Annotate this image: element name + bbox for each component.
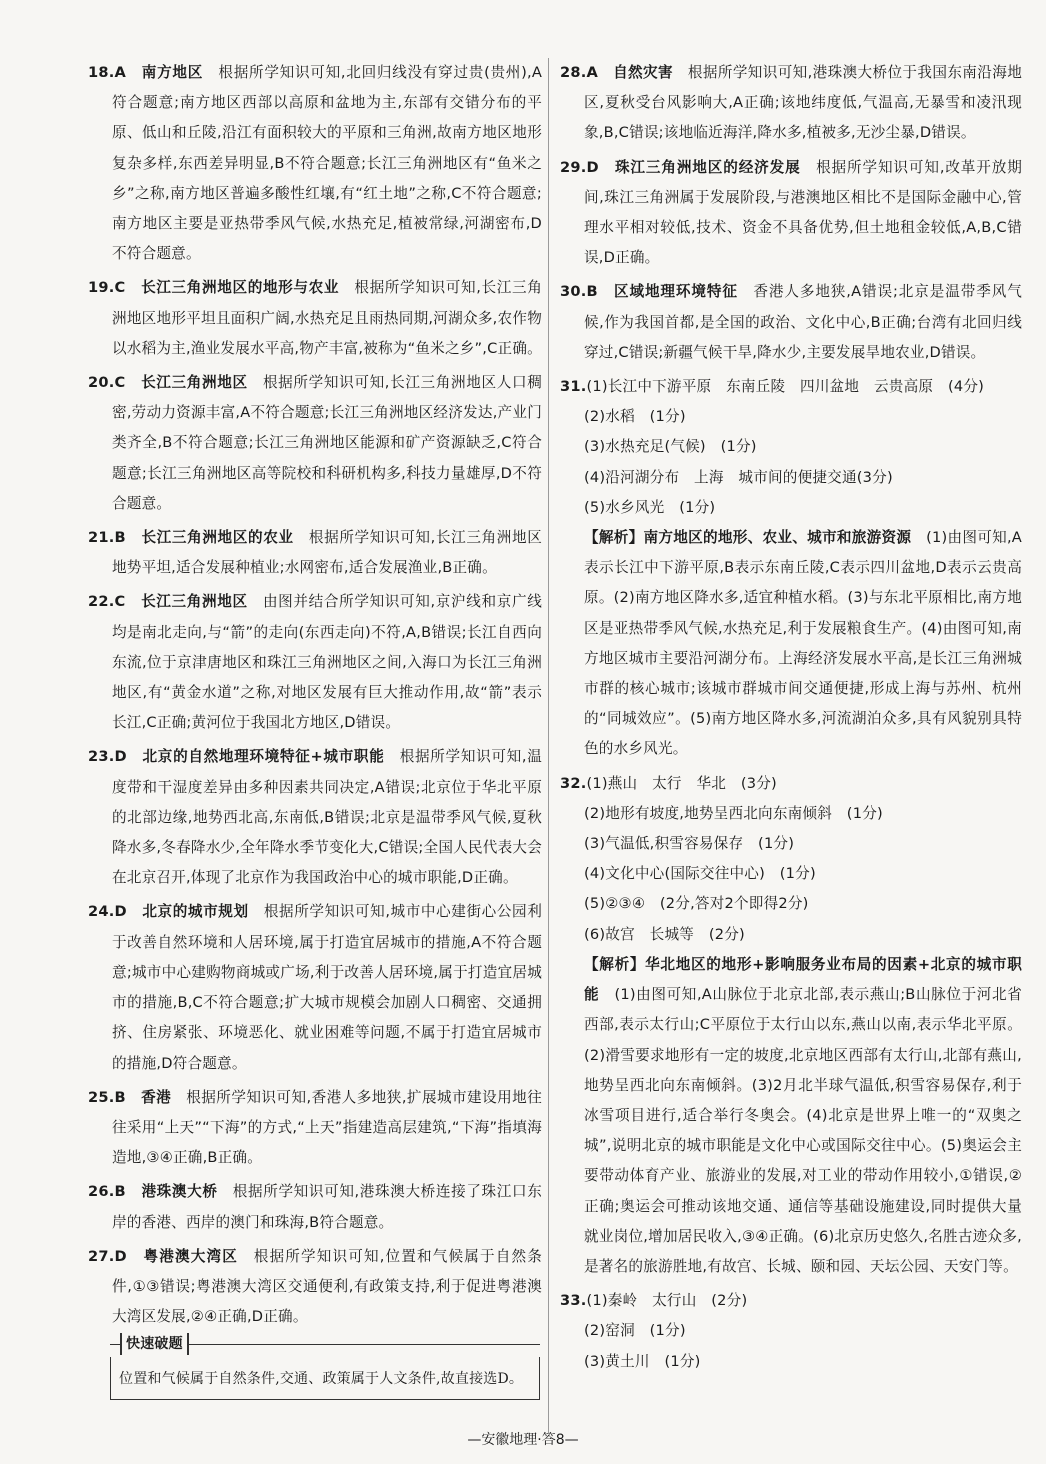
q33-answer-2: (2)窑洞 (1分) (584, 1322, 686, 1340)
q31-answer-2: (2)水稻 (1分) (584, 408, 686, 426)
question-20: 20.C 长江三角洲地区 根据所学知识可知,长江三角洲地区人口稠密,劳动力资源丰富,A不符合题意;长江三角洲地区经济发达,产业门类齐全,B不符合题意;长江三角洲地区能源和矿产资源缺乏,C符合题意;长江三角洲地区高等院校和科研机构多,科技力量雄厚,D不符合题意。 (88, 374, 542, 512)
q31-answer-4: (4)沿河湖分布 上海 城市间的便捷交通(3分) (584, 468, 893, 486)
question-24: 24.D 北京的城市规划 根据所学知识可知,城市中心建街心公园利于改善自然环境和人居环境,属于打造宜居城市的措施,A不符合题意;城市中心建购物商城或广场,利于改善人居环境,属于打造宜居城市的措施,B,C不符合题意;扩大城市规模会加剧人口稠密、交通拥挤、住房紧张、环境恶化、就业困难等问题,不属于打造宜居城市的措施,D符合题意。 (88, 903, 542, 1072)
question-23: 23.D 北京的自然地理环境特征+城市职能 根据所学知识可知,温度带和干湿度差异由多种因素共同决定,A错误;北京位于华北平原的北部边缘,地势西北高,东南低,B错误;北京是温带季风气候,夏秋降水多,冬春降水少,全年降水季节变化大,C错误;全国人民代表大会在北京召开,体现了北京作为我国政治中心的城市职能,D正确。 (88, 748, 543, 887)
question-30: 30.B 区域地理环境特征 香港人多地狭,A错误;北京是温带季风气候,作为我国首都,是全国的政治、文化中心,B正确;台湾有北回归线穿过,C错误;新疆气候干旱,降水少,主要发展旱地农业,D错误。 (560, 283, 1023, 361)
question-19: 19.C 长江三角洲地区的地形与农业 根据所学知识可知,长江三角洲地区地形平坦且面积广阔,水热充足且雨热同期,河湖众多,农作物以水稻为主,渔业发展水平高,物产丰富,被称为“鱼米之乡”,C正确。 (88, 279, 542, 357)
column-divider (548, 58, 549, 1433)
q33-answer-3: (3)黄土川 (1分) (584, 1352, 701, 1370)
question-22: 22.C 长江三角洲地区 由图并结合所学知识可知,京沪线和京广线均是南北走向,与“箭”的走向(东西走向)不符,A,B错误;长江自西向东流,位于京津唐地区和珠江三角洲地区之间,入海口为长江三角洲地区,有“黄金水道”之称,对地区发展有巨大推动作用,故“箭”表示长江,C正确;黄河位于我国北方地区,D错误。 (88, 593, 542, 732)
question-26: 26.B 港珠澳大桥 根据所学知识可知,港珠澳大桥连接了珠江口东岸的香港、西岸的澳门和珠海,B符合题意。 (88, 1183, 543, 1231)
quick-solve-header (110, 1336, 540, 1357)
q32-answer-4: (4)文化中心(国际交往中心) (1分) (584, 865, 816, 883)
question-21: 21.B 长江三角洲地区的农业 根据所学知识可知,长江三角洲地区地势平坦,适合发展种植业;水网密布,适合发展渔业,B正确。 (88, 529, 543, 577)
question-28: 28.A 自然灾害 根据所学知识可知,港珠澳大桥位于我国东南沿海地区,夏秋受台风影响大,A正确;该地纬度低,气温高,无暴雪和凌汛现象,B,C错误;该地临近海洋,降水多,植被多,无沙尘暴,D错误。 (560, 64, 1022, 142)
left-column (88, 58, 542, 1400)
question-29: 29.D 珠江三角洲地区的经济发展 根据所学知识可知,改革开放期间,珠江三角洲属于发展阶段,与港澳地区相比不是国际金融中心,管理水平相对较低,技术、资金不具备优势,但土地租金较低,A,B,C错误,D正确。 (560, 158, 1023, 267)
q31-answer-3: (3)水热充足(气候) (1分) (584, 438, 757, 456)
right-column (560, 58, 1022, 1377)
q32-analysis: 【解析】华北地区的地形+影响服务业布局的因素+北京的城市职能 (1)由图可知,A山脉位于北京北部,表示燕山;B山脉位于河北省西部,表示太行山;C平原位于太行山以东,燕山以南,表示华北平原。(2)滑雪要求地形有一定的坡度,北京地区西部有太行山,北部有燕山,地势呈西北向东南倾斜。(3)2月北半球气温低,积雪容易保存,利于冰雪项目进行,适合举行冬奥会。(4)北京是世界上唯一的“双奥之城”,说明北京的城市职能是文化中心或国际交往中心。(5)奥运会主要带动体育产业、旅游业的发展,对工业的带动作用较小,①错误,②正确;奥运会可推动该地交通、通信等基础设施建设,同时提供大量就业岗位,增加居民收入,③④正确。(6)北京历史悠久,名胜古迹众多,是著名的旅游胜地,有故宫、长城、颐和园、天坛公园、天安门等。 (584, 955, 1022, 1275)
question-27: 27.D 粤港澳大湾区 根据所学知识可知,位置和气候属于自然条件,①③错误;粤港澳大湾区交通便利,有政策支持,利于促进粤港澳大湾区发展,②④正确,D正确。 (88, 1247, 542, 1326)
question-31: 31.(1)长江中下游平原 东南丘陵 四川盆地 云贵高原 (4分) (560, 378, 985, 396)
q32-answer-6: (6)故宫 长城等 (2分) (584, 925, 745, 943)
q32-answer-2: (2)地形有坡度,地势呈西北向东南倾斜 (1分) (584, 804, 883, 822)
q32-answer-5: (5)②③④ (2分,答对2个即得2分) (584, 895, 809, 913)
q31-answer-5: (5)水乡风光 (1分) (584, 498, 716, 516)
quick-solve-text: 位置和气候属于自然条件,交通、政策属于人文条件,故直接选D。 (110, 1357, 540, 1400)
quick-solve-box (110, 1336, 540, 1400)
quick-solve-title: 快速破题 (120, 1333, 189, 1355)
question-32: 32.(1)燕山 太行 华北 (3分) (560, 774, 777, 792)
q32-answer-3: (3)气温低,积雪容易保存 (1分) (584, 835, 795, 853)
q31-analysis: 【解析】南方地区的地形、农业、城市和旅游资源 (1)由图可知,A表示长江中下游平原,B表示东南丘陵,C表示四川盆地,D表示云贵高原。(2)南方地区降水多,适宜种植水稻。(3)与东北平原相比,南方地区是亚热带季风气候,水热充足,利于发展粮食生产。(4)由图可知,南方地区城市主要沿河湖分布。上海经济发展水平高,是长江三角洲城市群的核心城市;该城市群城市间交通便捷,形成上海与苏州、杭州的“同城效应”。(5)南方地区降水多,河流湖泊众多,具有风貌别具特色的水乡风光。 (584, 529, 1022, 758)
question-18: 18.A 南方地区 根据所学知识可知,北回归线没有穿过贵(贵州),A符合题意;南方地区西部以高原和盆地为主,东部有交错分布的平原、低山和丘陵,沿江有面积较大的平原和三角洲,故南方地区地形复杂多样,东西差异明显,B不符合题意;长江三角洲地区有“鱼米之乡”之称,南方地区普遍多酸性红壤,有“红土地”之称,C不符合题意;南方地区主要是亚热带季风气候,水热充足,植被常绿,河湖密布,D不符合题意。 (88, 64, 543, 263)
page-footer: —安徽地理·答8— (467, 1432, 579, 1448)
question-25: 25.B 香港 根据所学知识可知,香港人多地狭,扩展城市建设用地往往采用“上天”“下海”的方式,“上天”指建造高层建筑,“下海”指填海造地,③④正确,B正确。 (88, 1088, 543, 1167)
question-33: 33.(1)秦岭 太行山 (2分) (560, 1292, 748, 1310)
